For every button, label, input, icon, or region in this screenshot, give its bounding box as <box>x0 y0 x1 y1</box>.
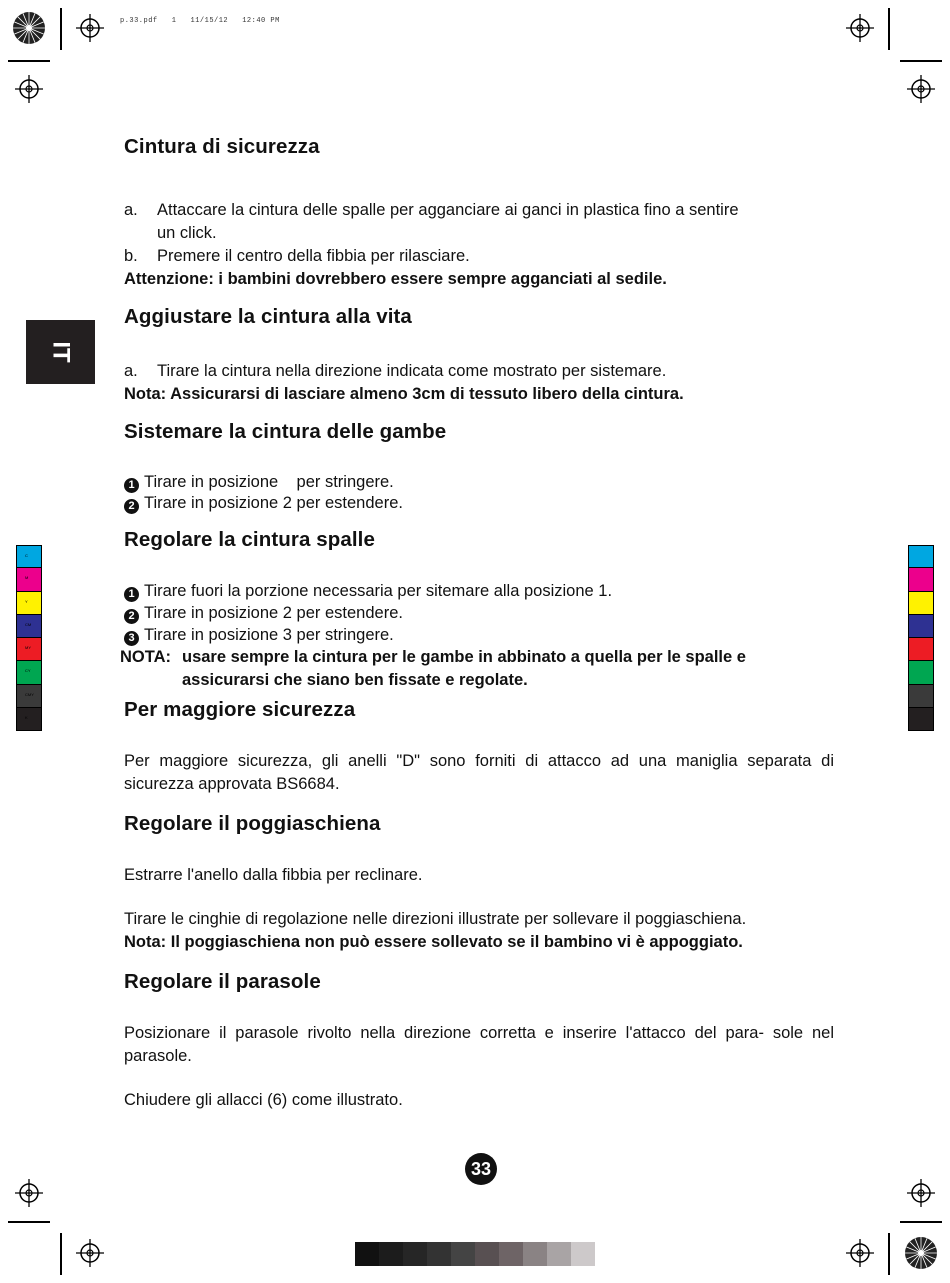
color-swatch <box>908 568 934 591</box>
gray-swatch <box>379 1242 403 1266</box>
section-title: Regolare il parasole <box>124 970 321 993</box>
nota-text: usare sempre la cintura per le gambe in abbinato a quella per le spalle e <box>182 648 746 666</box>
item-text: un click. <box>157 224 217 242</box>
color-swatch-label: CY <box>25 668 31 674</box>
crop-mark <box>888 8 890 50</box>
warning-note: Attenzione: i bambini dovrebbero essere sempre agganciati al sedile. <box>124 270 667 288</box>
step-text: Tirare in posizione per stringere. <box>144 473 394 491</box>
color-swatch <box>16 661 42 684</box>
color-swatch <box>908 708 934 731</box>
step-number: 1 <box>124 478 139 493</box>
page-content <box>120 135 834 1112</box>
section-title: Sistemare la cintura delle gambe <box>124 420 447 443</box>
starburst-target-icon <box>12 11 46 45</box>
color-swatch-label: MY <box>25 645 31 651</box>
step-text: Tirare in posizione 2 per estendere. <box>144 604 403 622</box>
registration-mark-icon <box>75 1238 105 1268</box>
step-text: Tirare in posizione 2 per estendere. <box>144 494 403 512</box>
paragraph: Per maggiore sicurezza, gli anelli "D" sono forniti di attacco ad una maniglia separata di sicurezza approvata BS6684. <box>124 752 834 793</box>
step-number: 3 <box>124 631 139 646</box>
paragraph: Chiudere gli allacci (6) come illustrato. <box>124 1091 403 1109</box>
step-text: Tirare in posizione 3 per stringere. <box>144 626 394 644</box>
language-tab <box>26 320 95 384</box>
crop-mark <box>60 1233 62 1275</box>
color-swatch-label: M <box>25 575 29 581</box>
registration-mark-icon <box>14 74 44 104</box>
registration-mark-icon <box>906 1178 936 1208</box>
gray-calibration-bar <box>355 1242 595 1266</box>
step-number: 1 <box>124 587 139 602</box>
section-title: Aggiustare la cintura alla vita <box>124 305 412 328</box>
color-swatch <box>908 545 934 568</box>
warning-note: Nota: Assicurarsi di lasciare almeno 3cm di tessuto libero della cintura. <box>124 385 684 403</box>
item-text: Attaccare la cintura delle spalle per agganciare ai ganci in plastica fino a sentire <box>157 201 739 219</box>
color-swatch-label: K <box>25 715 28 721</box>
gray-swatch <box>523 1242 547 1266</box>
crop-mark <box>60 8 62 50</box>
crop-mark <box>8 60 50 62</box>
crop-mark <box>900 60 942 62</box>
gray-swatch <box>451 1242 475 1266</box>
print-header: p.33.pdf 1 11/15/12 12:40 PM <box>120 17 280 25</box>
color-swatch-label: CMY <box>25 691 34 697</box>
color-swatch <box>16 592 42 615</box>
color-swatch <box>16 638 42 661</box>
gray-swatch <box>571 1242 595 1266</box>
nota-text: assicurarsi che siano ben fissate e regolate. <box>182 671 528 689</box>
starburst-target-icon <box>904 1236 938 1270</box>
gray-swatch <box>499 1242 523 1266</box>
gray-swatch <box>403 1242 427 1266</box>
item-label: a. <box>124 201 138 219</box>
color-swatch <box>908 685 934 708</box>
item-text: Premere il centro della fibbia per rilasciare. <box>157 247 470 265</box>
gray-swatch <box>547 1242 571 1266</box>
color-swatch <box>16 615 42 638</box>
paragraph: Tirare le cinghie di regolazione nelle direzioni illustrate per sollevare il poggiaschiena. <box>124 910 747 928</box>
gray-swatch <box>355 1242 379 1266</box>
color-swatch <box>16 545 42 568</box>
color-swatch <box>16 685 42 708</box>
crop-mark <box>900 1221 942 1223</box>
registration-mark-icon <box>14 1178 44 1208</box>
crop-mark <box>8 1221 50 1223</box>
warning-note: Nota: Il poggiaschiena non può essere sollevato se il bambino vi è appoggiato. <box>124 933 743 951</box>
color-swatch-strip-right <box>908 545 934 731</box>
nota-label: NOTA: <box>120 648 172 666</box>
step-number: 2 <box>124 499 139 514</box>
color-swatch <box>908 661 934 684</box>
color-swatch-label: CM <box>25 621 32 627</box>
registration-mark-icon <box>845 1238 875 1268</box>
color-swatch-label: C <box>25 553 28 558</box>
color-swatch-strip-left <box>16 545 42 731</box>
step-number: 2 <box>124 609 139 624</box>
color-swatch <box>16 708 42 731</box>
color-swatch <box>16 568 42 591</box>
section-title: Cintura di sicurezza <box>124 135 320 158</box>
language-tab-label: IT <box>47 341 75 363</box>
page-number: 33 <box>465 1153 497 1185</box>
gray-swatch <box>427 1242 451 1266</box>
item-text: Tirare la cintura nella direzione indicata come mostrato per sistemare. <box>157 362 667 380</box>
paragraph: Posizionare il parasole rivolto nella direzione corretta e inserire l'attacco del para- sole nel parasole. <box>124 1024 834 1065</box>
section-title: Regolare la cintura spalle <box>124 528 375 551</box>
step-text: Tirare fuori la porzione necessaria per sitemare alla posizione 1. <box>144 582 613 600</box>
crop-mark <box>888 1233 890 1275</box>
gray-swatch <box>475 1242 499 1266</box>
color-swatch <box>908 592 934 615</box>
registration-mark-icon <box>845 13 875 43</box>
section-title: Per maggiore sicurezza <box>124 698 356 721</box>
item-label: b. <box>124 247 138 265</box>
paragraph: Estrarre l'anello dalla fibbia per reclinare. <box>124 866 423 884</box>
color-swatch-label: Y <box>25 598 28 604</box>
registration-mark-icon <box>75 13 105 43</box>
item-label: a. <box>124 362 138 380</box>
section-title: Regolare il poggiaschiena <box>124 812 381 835</box>
color-swatch <box>908 615 934 638</box>
registration-mark-icon <box>906 74 936 104</box>
color-swatch <box>908 638 934 661</box>
